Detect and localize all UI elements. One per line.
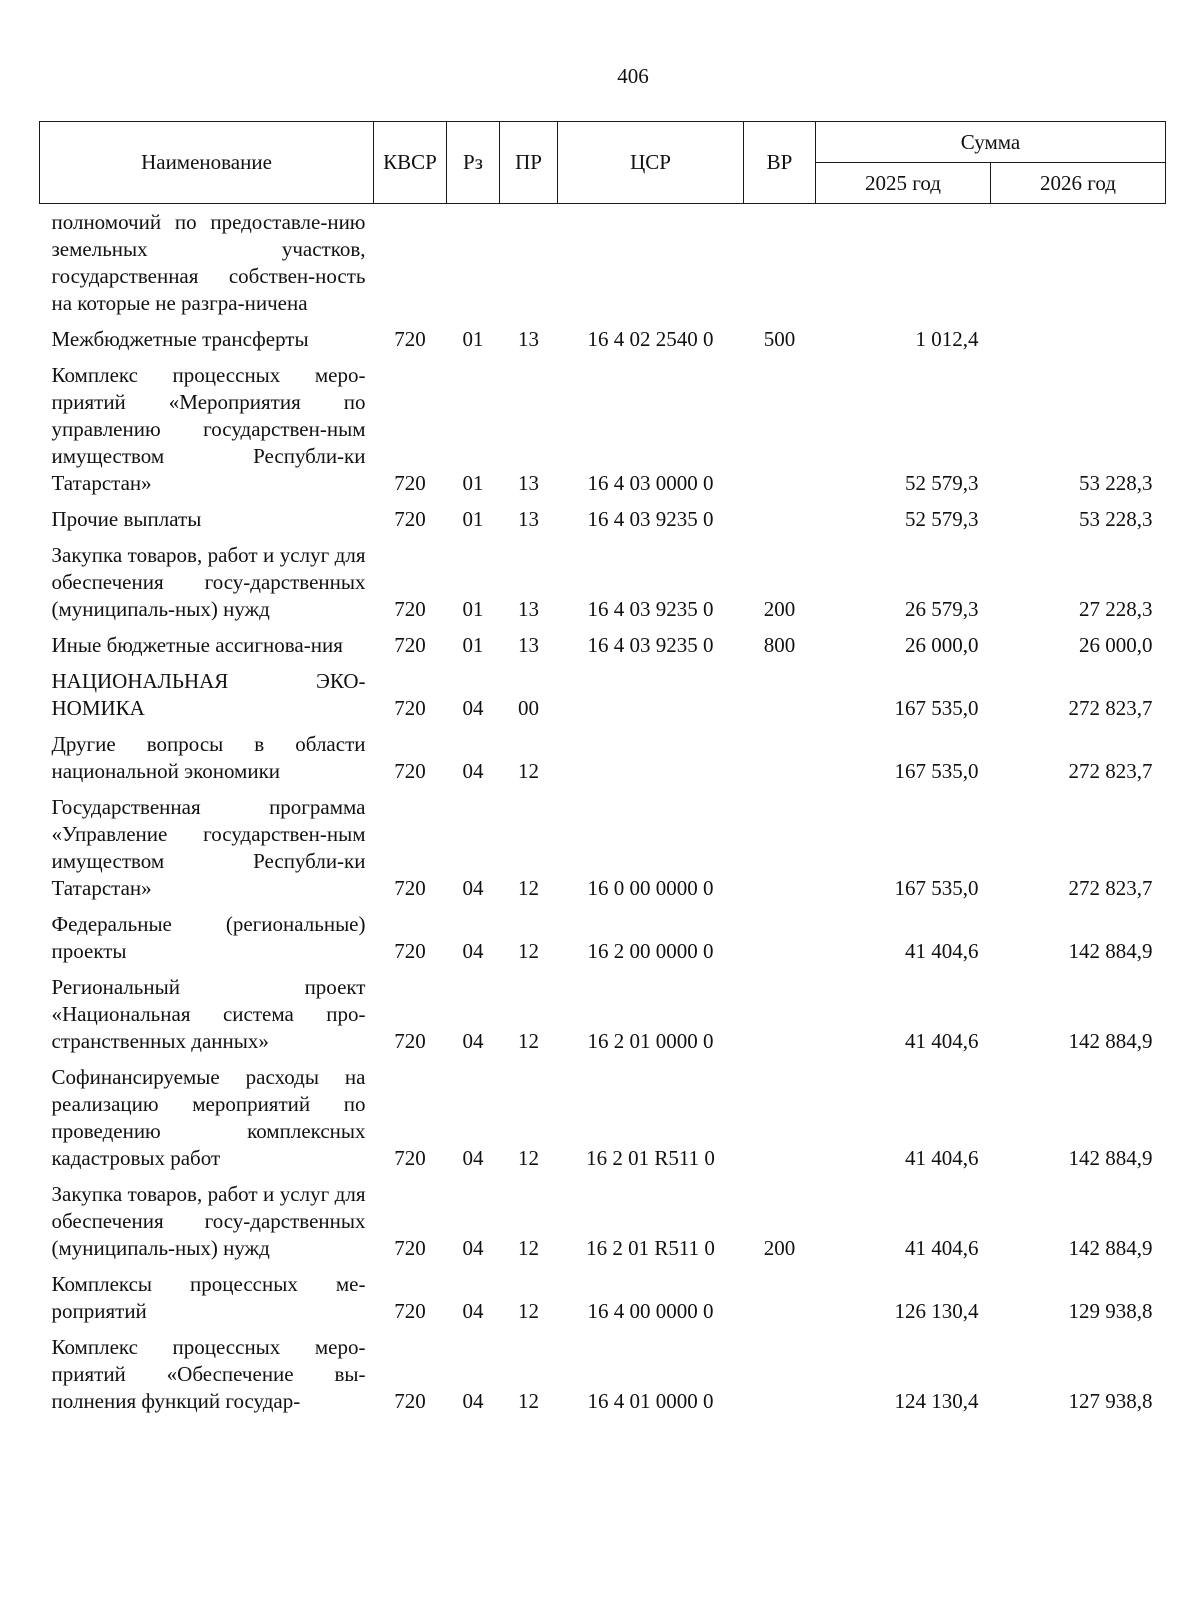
row-sum-2026 — [991, 321, 1166, 357]
row-sum-2025: 41 404,6 — [905, 939, 979, 963]
row-kvsr: 720 — [394, 327, 426, 351]
row-name: Закупка товаров, работ и услуг для обеспечения госу-дарственных (муниципаль-ных) нужд — [51, 543, 366, 621]
row-kvsr — [374, 204, 447, 322]
table-row — [40, 357, 1166, 501]
row-rz: 01 — [462, 633, 484, 657]
row-kvsr: 720 — [394, 696, 426, 720]
row-name: Комплекс процессных меро-приятий «Мероприятия по управлению государствен-ным имуществом Республи-ки Татарстан» — [51, 363, 366, 495]
table-row — [40, 663, 1166, 726]
row-csr: 16 2 01 R511 0 — [586, 1236, 715, 1260]
row-name: Закупка товаров, работ и услуг для обеспечения госу-дарственных (муниципаль-ных) нужд — [51, 1182, 366, 1260]
row-sum-2025: 41 404,6 — [905, 1029, 979, 1053]
table-row — [40, 627, 1166, 663]
row-sum-2026 — [991, 204, 1166, 322]
row-kvsr: 720 — [394, 471, 426, 495]
row-csr: 16 4 00 0000 0 — [587, 1299, 714, 1323]
row-csr: 16 4 03 9235 0 — [587, 507, 714, 531]
row-kvsr: 720 — [394, 939, 426, 963]
row-sum-2026: 26 000,0 — [1079, 633, 1153, 657]
row-sum-2025: 52 579,3 — [905, 471, 979, 495]
row-vr — [744, 789, 816, 906]
row-rz: 04 — [462, 1389, 484, 1413]
header-year-2025: 2025 год — [816, 163, 991, 204]
row-rz: 04 — [462, 696, 484, 720]
row-kvsr: 720 — [394, 1389, 426, 1413]
row-pr: 12 — [518, 759, 539, 783]
row-name: Федеральные (региональные) проекты — [51, 912, 366, 963]
row-pr: 12 — [518, 1299, 539, 1323]
row-rz: 01 — [462, 507, 484, 531]
row-sum-2025: 26 000,0 — [905, 633, 979, 657]
header-sum: Сумма — [816, 122, 1166, 163]
row-vr — [744, 1059, 816, 1176]
row-kvsr: 720 — [394, 507, 426, 531]
row-name: НАЦИОНАЛЬНАЯ ЭКО-НОМИКА — [51, 669, 366, 720]
table-row — [40, 1329, 1166, 1419]
row-vr — [744, 969, 816, 1059]
row-csr — [558, 726, 744, 789]
table-header — [40, 122, 1166, 204]
row-sum-2026: 272 823,7 — [1068, 759, 1153, 783]
row-vr — [744, 726, 816, 789]
table-row — [40, 969, 1166, 1059]
row-csr: 16 4 03 0000 0 — [587, 471, 714, 495]
row-vr: 500 — [763, 327, 796, 351]
page-number: 406 — [617, 64, 649, 88]
row-kvsr: 720 — [394, 1029, 426, 1053]
row-name: Другие вопросы в области национальной экономики — [51, 732, 366, 783]
row-sum-2026: 142 884,9 — [1068, 939, 1153, 963]
row-pr: 13 — [518, 633, 539, 657]
row-sum-2025: 41 404,6 — [905, 1146, 979, 1170]
row-kvsr: 720 — [394, 1299, 426, 1323]
row-pr: 00 — [518, 696, 539, 720]
row-name: Региональный проект «Национальная система про-странственных данных» — [51, 975, 366, 1053]
row-vr — [744, 204, 816, 322]
row-rz: 04 — [462, 876, 484, 900]
row-name: полномочий по предоставле-нию земельных участков, государственная собствен-ность на которые не разгра-ничена — [51, 210, 366, 315]
row-pr: 13 — [518, 327, 539, 351]
row-pr: 12 — [518, 1389, 539, 1413]
row-rz: 04 — [462, 939, 484, 963]
header-kvsr: КВСР — [374, 122, 447, 204]
row-kvsr: 720 — [394, 1236, 426, 1260]
row-kvsr: 720 — [394, 1146, 426, 1170]
row-pr: 12 — [518, 939, 539, 963]
row-pr: 13 — [518, 471, 539, 495]
row-rz: 04 — [462, 1029, 484, 1053]
row-vr — [744, 906, 816, 969]
table-row — [40, 1176, 1166, 1266]
row-vr: 800 — [763, 633, 796, 657]
row-kvsr: 720 — [394, 633, 426, 657]
row-rz: 01 — [462, 327, 484, 351]
row-sum-2025: 124 130,4 — [894, 1389, 979, 1413]
table-row — [40, 501, 1166, 537]
row-rz: 01 — [462, 471, 484, 495]
row-pr: 12 — [518, 1146, 539, 1170]
row-rz: 01 — [462, 597, 484, 621]
row-name: Иные бюджетные ассигнова-ния — [51, 633, 343, 657]
row-csr: 16 4 03 9235 0 — [587, 597, 714, 621]
table-row — [40, 789, 1166, 906]
row-pr: 13 — [518, 507, 539, 531]
row-sum-2025: 52 579,3 — [905, 507, 979, 531]
row-rz: 04 — [462, 1299, 484, 1323]
row-vr — [744, 1329, 816, 1419]
row-sum-2025 — [816, 204, 991, 322]
table-row — [40, 1266, 1166, 1329]
row-vr: 200 — [763, 1236, 796, 1260]
row-csr — [558, 663, 744, 726]
row-name: Комплекс процессных меро-приятий «Обеспечение вы-полнения функций государ- — [51, 1335, 366, 1413]
row-sum-2025: 167 535,0 — [894, 696, 979, 720]
row-sum-2026: 272 823,7 — [1068, 696, 1153, 720]
row-sum-2026: 53 228,3 — [1079, 471, 1153, 495]
row-sum-2026: 272 823,7 — [1068, 876, 1153, 900]
row-csr: 16 2 01 0000 0 — [587, 1029, 714, 1053]
row-csr: 16 2 00 0000 0 — [587, 939, 714, 963]
row-sum-2025: 126 130,4 — [894, 1299, 979, 1323]
row-name: Межбюджетные трансферты — [51, 327, 309, 351]
row-sum-2026: 142 884,9 — [1068, 1236, 1153, 1260]
table-row — [40, 906, 1166, 969]
table-body — [40, 204, 1166, 1420]
row-kvsr: 720 — [394, 597, 426, 621]
row-sum-2025: 1 012,4 — [915, 327, 979, 351]
header-year-2026: 2026 год — [991, 163, 1166, 204]
row-sum-2026: 142 884,9 — [1068, 1029, 1153, 1053]
row-csr: 16 4 03 9235 0 — [587, 633, 714, 657]
row-name: Государственная программа «Управление государствен-ным имуществом Республи-ки Татарстан» — [51, 795, 366, 900]
header-rz: Рз — [447, 122, 500, 204]
row-pr: 13 — [518, 597, 539, 621]
row-vr — [744, 1266, 816, 1329]
row-vr — [744, 663, 816, 726]
row-sum-2025: 167 535,0 — [894, 876, 979, 900]
budget-table — [39, 121, 1166, 1419]
row-vr: 200 — [763, 597, 796, 621]
row-kvsr: 720 — [394, 876, 426, 900]
table-row — [40, 537, 1166, 627]
row-csr — [558, 204, 744, 322]
row-pr — [500, 204, 558, 322]
row-rz — [447, 204, 500, 322]
row-csr: 16 4 01 0000 0 — [587, 1389, 714, 1413]
header-csr: ЦСР — [558, 122, 744, 204]
row-name: Софинансируемые расходы на реализацию мероприятий по проведению комплексных кадастровых работ — [51, 1065, 366, 1170]
row-csr: 16 4 02 2540 0 — [587, 327, 714, 351]
row-vr — [744, 501, 816, 537]
row-name: Прочие выплаты — [51, 507, 202, 531]
header-pr: ПР — [500, 122, 558, 204]
row-sum-2026: 53 228,3 — [1079, 507, 1153, 531]
header-vr: ВР — [744, 122, 816, 204]
row-sum-2025: 26 579,3 — [905, 597, 979, 621]
row-sum-2026: 27 228,3 — [1079, 597, 1153, 621]
row-csr: 16 0 00 0000 0 — [587, 876, 714, 900]
table-row — [40, 726, 1166, 789]
row-sum-2026: 142 884,9 — [1068, 1146, 1153, 1170]
table-row — [40, 1059, 1166, 1176]
row-rz: 04 — [462, 759, 484, 783]
header-name: Наименование — [40, 122, 374, 204]
table-row — [40, 321, 1166, 357]
row-sum-2025: 41 404,6 — [905, 1236, 979, 1260]
row-sum-2025: 167 535,0 — [894, 759, 979, 783]
row-vr — [744, 357, 816, 501]
row-pr: 12 — [518, 876, 539, 900]
row-sum-2026: 127 938,8 — [1068, 1389, 1153, 1413]
row-csr: 16 2 01 R511 0 — [586, 1146, 715, 1170]
row-name: Комплексы процессных ме-роприятий — [51, 1272, 366, 1323]
table-row — [40, 204, 1166, 322]
row-pr: 12 — [518, 1236, 539, 1260]
row-pr: 12 — [518, 1029, 539, 1053]
row-sum-2026: 129 938,8 — [1068, 1299, 1153, 1323]
row-kvsr: 720 — [394, 759, 426, 783]
row-rz: 04 — [462, 1236, 484, 1260]
row-rz: 04 — [462, 1146, 484, 1170]
